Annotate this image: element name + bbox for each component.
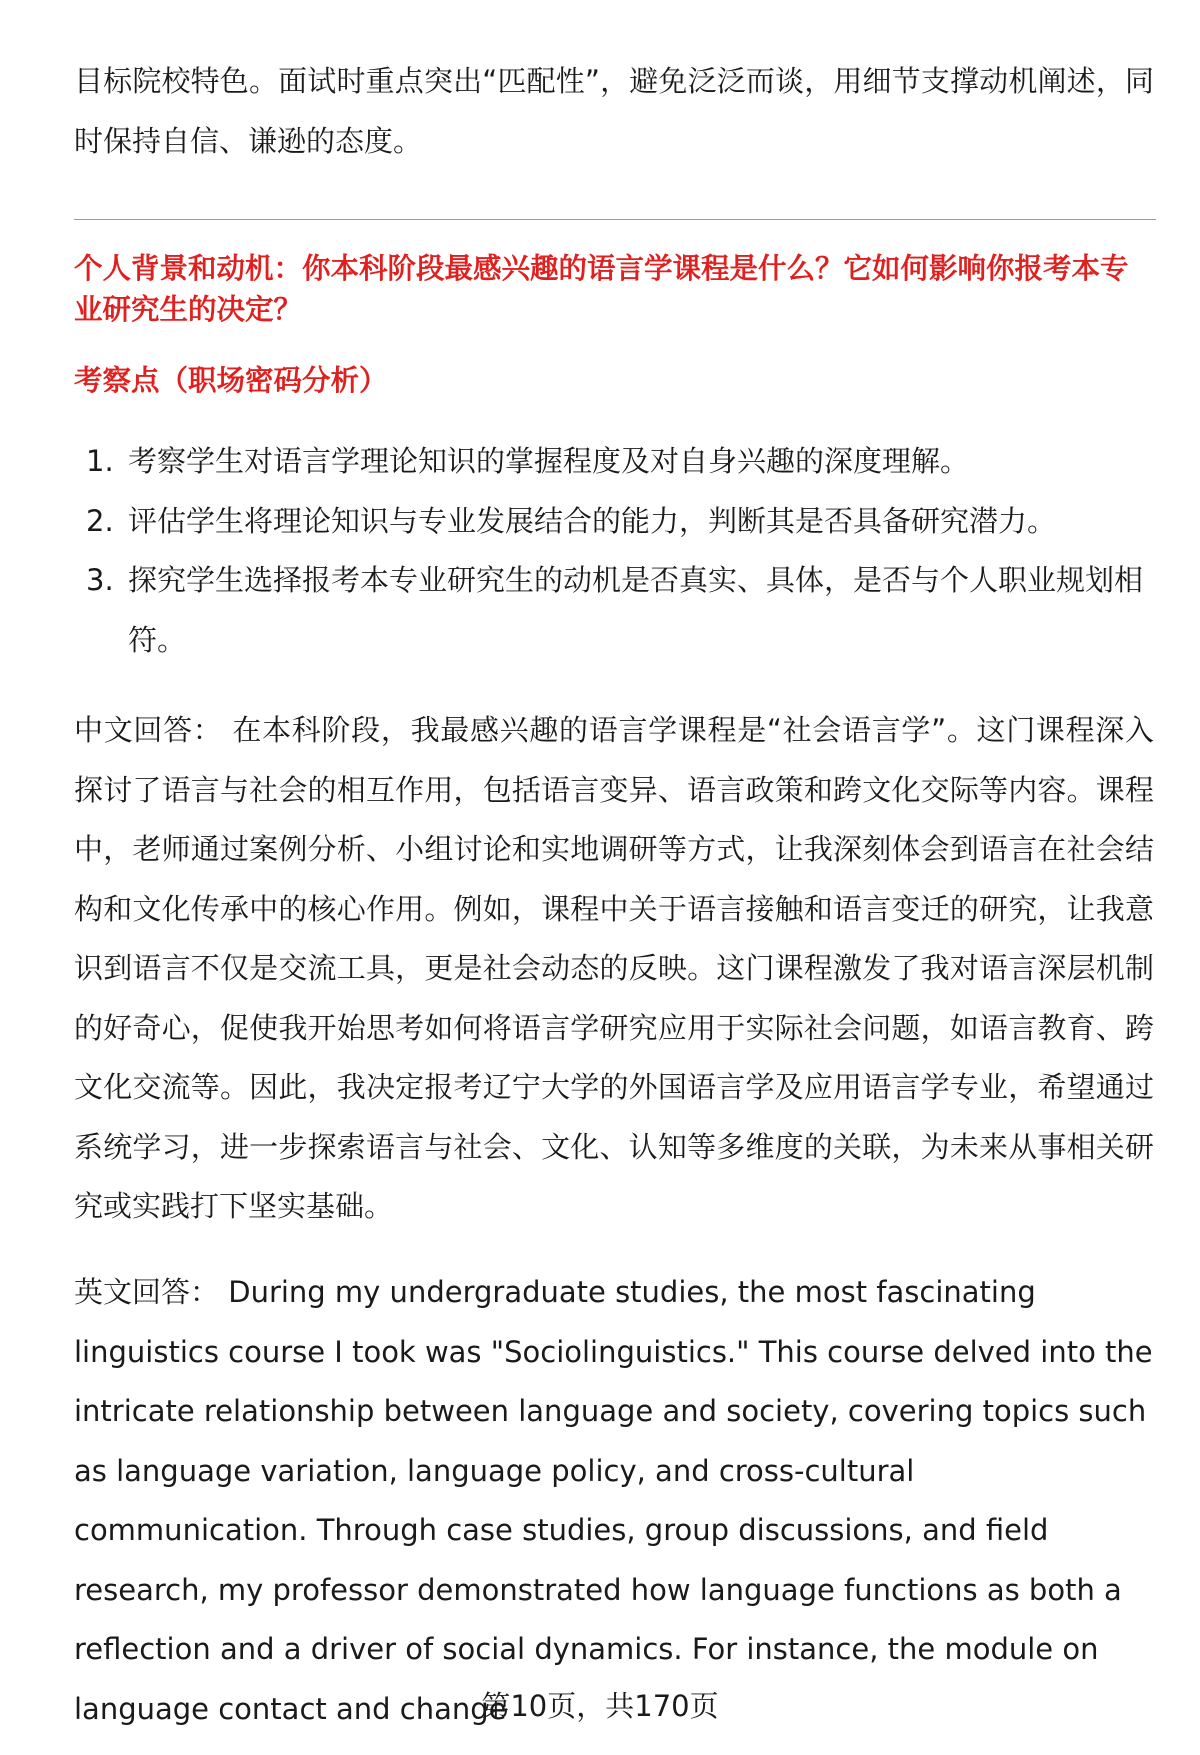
- chinese-answer-label: 中文回答：: [74, 713, 223, 747]
- focus-item-3: [74, 551, 1154, 670]
- page-number-footer: 第10页，共170页: [481, 1689, 719, 1723]
- question-heading: 个人背景和动机：你本科阶段最感兴趣的语言学课程是什么？它如何影响你报考本专业研究生的决定？: [74, 252, 1129, 326]
- list-number: 1.: [86, 444, 114, 478]
- list-number: 2.: [86, 503, 114, 538]
- section-divider: [74, 219, 1156, 220]
- list-number: 3.: [86, 563, 114, 597]
- intro-paragraph: 目标院校特色。面试时重点突出“匹配性”，避免泛泛而谈，用细节支撑动机阐述，同时保持自信、谦逊的态度。: [74, 64, 1154, 158]
- chinese-answer-text: 在本科阶段，我最感兴趣的语言学课程是“社会语言学”。这门课程深入探讨了语言与社会的相互作用，包括语言变异、语言政策和跨文化交际等内容。课程中，老师通过案例分析、小组讨论和实地调研等方式，让我深刻体会到语言在社会结构和文化传承中的核心作用。例如，课程中关于语言接触和语言变迁的研究，让我意识到语言不仅是交流工具，更是社会动态的反映。这门课程激发了我对语言深层机制的好奇心，促使我开始思考如何将语言学研究应用于实际社会问题，如语言教育、跨文化交流等。因此，我决定报考辽宁大学的外国语言学及应用语言学专业，希望通过系统学习，进一步探索语言与社会、文化、认知等多维度的关联，为未来从事相关研究或实践打下坚实基础。: [74, 713, 1154, 1223]
- english-answer: [74, 1263, 1154, 1739]
- english-answer-text: During my undergraduate studies, the most fascinating linguistics course I took was "Sociolinguistics." This course delved into the intricate relationship between language and society, covering topics such as language variation, language policy, and cross-cultural communication. Through case studies, group discussions, and field research, my professor demonstrated how language functions as both a reflection and a driver of social dynamics. For instance, the module on language contact and change: [74, 1275, 1153, 1726]
- chinese-answer: [74, 701, 1154, 1237]
- english-answer-label: 英文回答：: [74, 1275, 220, 1309]
- list-text: 考察学生对语言学理论知识的掌握程度及对自身兴趣的深度理解。: [128, 444, 970, 478]
- focus-item-1: [74, 432, 1154, 492]
- focus-list: [74, 432, 1154, 670]
- focus-heading: 考察点（职场密码分析）: [74, 364, 388, 397]
- focus-item-2: [74, 492, 1154, 552]
- list-text: 探究学生选择报考本专业研究生的动机是否真实、具体，是否与个人职业规划相符。: [128, 563, 1144, 657]
- list-text: 评估学生将理论知识与专业发展结合的能力，判断其是否具备研究潜力。: [128, 503, 1057, 538]
